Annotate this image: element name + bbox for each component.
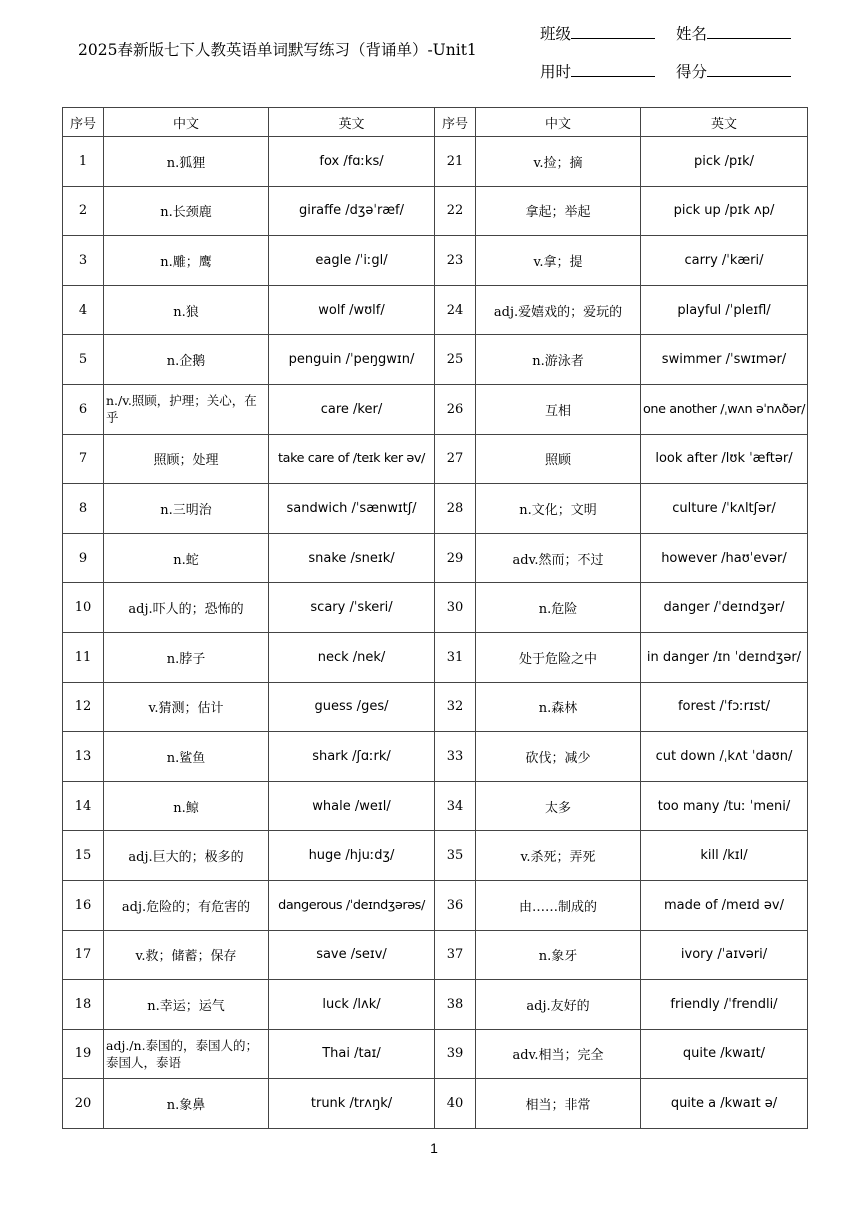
table-row: [63, 1079, 808, 1129]
word-english: too many /tuː ˈmeni/: [641, 781, 808, 831]
word-english: carry /ˈkæri/: [641, 236, 808, 286]
word-english: friendly /ˈfrendli/: [641, 980, 808, 1030]
name-label: 姓名: [676, 25, 708, 43]
word-number: 1: [63, 137, 104, 187]
word-number: 25: [435, 335, 476, 385]
word-chinese: n.文化；文明: [476, 484, 641, 534]
table-row: [63, 285, 808, 335]
word-number: 9: [63, 533, 104, 583]
word-number: 19: [63, 1029, 104, 1079]
word-chinese: n.雕；鹰: [104, 236, 269, 286]
time-label: 用时: [540, 63, 572, 81]
word-number: 32: [435, 682, 476, 732]
word-english: quite a /kwaɪt ə/: [641, 1079, 808, 1129]
table-row: [63, 781, 808, 831]
time-field: [540, 60, 655, 82]
word-chinese: 互相: [476, 384, 641, 434]
word-english: dangerous /ˈdeɪndʒərəs/: [269, 880, 435, 930]
word-number: 8: [63, 484, 104, 534]
header-number-left: 序号: [63, 108, 104, 137]
table-row: [63, 533, 808, 583]
word-english: giraffe /dʒəˈræf/: [269, 186, 435, 236]
table-row: [63, 980, 808, 1030]
word-number: 6: [63, 384, 104, 434]
word-number: 2: [63, 186, 104, 236]
name-field: [676, 22, 791, 44]
word-chinese: 照顾: [476, 434, 641, 484]
word-chinese: 太多: [476, 781, 641, 831]
word-number: 26: [435, 384, 476, 434]
word-english: whale /weɪl/: [269, 781, 435, 831]
word-chinese: 拿起；举起: [476, 186, 641, 236]
word-number: 27: [435, 434, 476, 484]
word-number: 35: [435, 831, 476, 881]
word-chinese: n.危险: [476, 583, 641, 633]
word-chinese: v.捡；摘: [476, 137, 641, 187]
header-number-right: 序号: [435, 108, 476, 137]
table-row: [63, 831, 808, 881]
word-number: 20: [63, 1079, 104, 1129]
word-number: 31: [435, 632, 476, 682]
word-chinese: adj./n.泰国的，泰国人的；泰国人，泰语: [104, 1029, 269, 1079]
word-chinese: n./v.照顾，护理；关心，在乎: [104, 384, 269, 434]
header-chinese-right: 中文: [476, 108, 641, 137]
word-number: 22: [435, 186, 476, 236]
word-chinese: adj.吓人的；恐怖的: [104, 583, 269, 633]
word-english: penguin /ˈpeŋgwɪn/: [269, 335, 435, 385]
table-row: [63, 137, 808, 187]
word-number: 34: [435, 781, 476, 831]
word-english: look after /lʊk ˈæftər/: [641, 434, 808, 484]
word-chinese: n.鲸: [104, 781, 269, 831]
class-label: 班级: [540, 25, 572, 43]
table-row: [63, 732, 808, 782]
word-number: 15: [63, 831, 104, 881]
word-english: made of /meɪd əv/: [641, 880, 808, 930]
header-english-left: 英文: [269, 108, 435, 137]
word-english: pick up /pɪk ʌp/: [641, 186, 808, 236]
page-title: 2025春新版七下人教英语单词默写练习（背诵单）-Unit1: [78, 41, 477, 59]
word-english: quite /kwaɪt/: [641, 1029, 808, 1079]
word-chinese: n.森林: [476, 682, 641, 732]
word-chinese: n.企鹅: [104, 335, 269, 385]
word-english: pick /pɪk/: [641, 137, 808, 187]
word-chinese: v.救；储蓄；保存: [104, 930, 269, 980]
word-english: take care of /teɪk ker əv/: [269, 434, 435, 484]
word-number: 5: [63, 335, 104, 385]
word-number: 40: [435, 1079, 476, 1129]
word-number: 10: [63, 583, 104, 633]
word-number: 12: [63, 682, 104, 732]
word-english: scary /ˈskeri/: [269, 583, 435, 633]
word-chinese: 砍伐；减少: [476, 732, 641, 782]
word-english: danger /ˈdeɪndʒər/: [641, 583, 808, 633]
table-row: [63, 682, 808, 732]
word-english: culture /ˈkʌltʃər/: [641, 484, 808, 534]
word-english: forest /ˈfɔːrɪst/: [641, 682, 808, 732]
word-chinese: 由……制成的: [476, 880, 641, 930]
score-label: 得分: [676, 63, 708, 81]
word-number: 38: [435, 980, 476, 1030]
word-english: eagle /ˈiːgl/: [269, 236, 435, 286]
word-number: 16: [63, 880, 104, 930]
word-chinese: v.猜测；估计: [104, 682, 269, 732]
word-number: 33: [435, 732, 476, 782]
word-chinese: n.幸运；运气: [104, 980, 269, 1030]
word-number: 23: [435, 236, 476, 286]
word-number: 14: [63, 781, 104, 831]
word-number: 37: [435, 930, 476, 980]
word-chinese: n.狼: [104, 285, 269, 335]
table-row: [63, 335, 808, 385]
header-english-right: 英文: [641, 108, 808, 137]
table-row: [63, 632, 808, 682]
table-row: [63, 880, 808, 930]
word-chinese: n.长颈鹿: [104, 186, 269, 236]
word-chinese: n.游泳者: [476, 335, 641, 385]
table-row: [63, 434, 808, 484]
word-chinese: 处于危险之中: [476, 632, 641, 682]
table-row: [63, 583, 808, 633]
word-chinese: n.三明治: [104, 484, 269, 534]
name-blank-line: [707, 22, 791, 39]
page-number: 1: [430, 1140, 438, 1156]
word-english: wolf /wʊlf/: [269, 285, 435, 335]
word-chinese: v.杀死；弄死: [476, 831, 641, 881]
word-english: guess /ges/: [269, 682, 435, 732]
word-number: 36: [435, 880, 476, 930]
word-chinese: 照顾；处理: [104, 434, 269, 484]
word-english: kill /kɪl/: [641, 831, 808, 881]
word-english: playful /ˈpleɪfl/: [641, 285, 808, 335]
word-english: shark /ʃɑːrk/: [269, 732, 435, 782]
word-english: fox /fɑːks/: [269, 137, 435, 187]
word-number: 3: [63, 236, 104, 286]
word-number: 29: [435, 533, 476, 583]
word-english: luck /lʌk/: [269, 980, 435, 1030]
word-english: snake /sneɪk/: [269, 533, 435, 583]
word-chinese: adv.然而；不过: [476, 533, 641, 583]
word-english: swimmer /ˈswɪmər/: [641, 335, 808, 385]
word-chinese: n.象鼻: [104, 1079, 269, 1129]
word-chinese: adj.巨大的；极多的: [104, 831, 269, 881]
word-chinese: adv.相当；完全: [476, 1029, 641, 1079]
header-chinese-left: 中文: [104, 108, 269, 137]
word-english: care /ker/: [269, 384, 435, 434]
word-chinese: v.拿；提: [476, 236, 641, 286]
table-row: [63, 484, 808, 534]
word-english: save /seɪv/: [269, 930, 435, 980]
table-row: [63, 384, 808, 434]
word-chinese: n.鲨鱼: [104, 732, 269, 782]
word-number: 4: [63, 285, 104, 335]
word-chinese: n.脖子: [104, 632, 269, 682]
word-number: 39: [435, 1029, 476, 1079]
word-english: cut down /ˌkʌt ˈdaʊn/: [641, 732, 808, 782]
word-number: 24: [435, 285, 476, 335]
class-field: [540, 22, 655, 44]
word-number: 18: [63, 980, 104, 1030]
word-number: 11: [63, 632, 104, 682]
word-number: 28: [435, 484, 476, 534]
table-row: [63, 236, 808, 286]
word-chinese: n.蛇: [104, 533, 269, 583]
word-english: ivory /ˈaɪvəri/: [641, 930, 808, 980]
time-blank-line: [571, 60, 655, 77]
table-row: [63, 1029, 808, 1079]
word-english: however /haʊˈevər/: [641, 533, 808, 583]
word-number: 21: [435, 137, 476, 187]
word-english: neck /nek/: [269, 632, 435, 682]
class-blank-line: [571, 22, 655, 39]
word-english: one another /ˌwʌn əˈnʌðər/: [641, 384, 808, 434]
word-chinese: 相当；非常: [476, 1079, 641, 1129]
word-english: in danger /ɪn ˈdeɪndʒər/: [641, 632, 808, 682]
word-chinese: adj.爱嬉戏的；爱玩的: [476, 285, 641, 335]
word-english: trunk /trʌŋk/: [269, 1079, 435, 1129]
score-field: [676, 60, 791, 82]
table-row: [63, 186, 808, 236]
word-english: Thai /taɪ/: [269, 1029, 435, 1079]
vocabulary-table: [62, 107, 808, 1129]
score-blank-line: [707, 60, 791, 77]
word-chinese: adj.友好的: [476, 980, 641, 1030]
word-number: 13: [63, 732, 104, 782]
word-number: 7: [63, 434, 104, 484]
word-chinese: n.狐狸: [104, 137, 269, 187]
word-english: huge /hjuːdʒ/: [269, 831, 435, 881]
word-english: sandwich /ˈsænwɪtʃ/: [269, 484, 435, 534]
word-chinese: adj.危险的；有危害的: [104, 880, 269, 930]
word-number: 17: [63, 930, 104, 980]
word-chinese: n.象牙: [476, 930, 641, 980]
table-row: [63, 930, 808, 980]
table-header-row: [63, 108, 808, 137]
word-number: 30: [435, 583, 476, 633]
